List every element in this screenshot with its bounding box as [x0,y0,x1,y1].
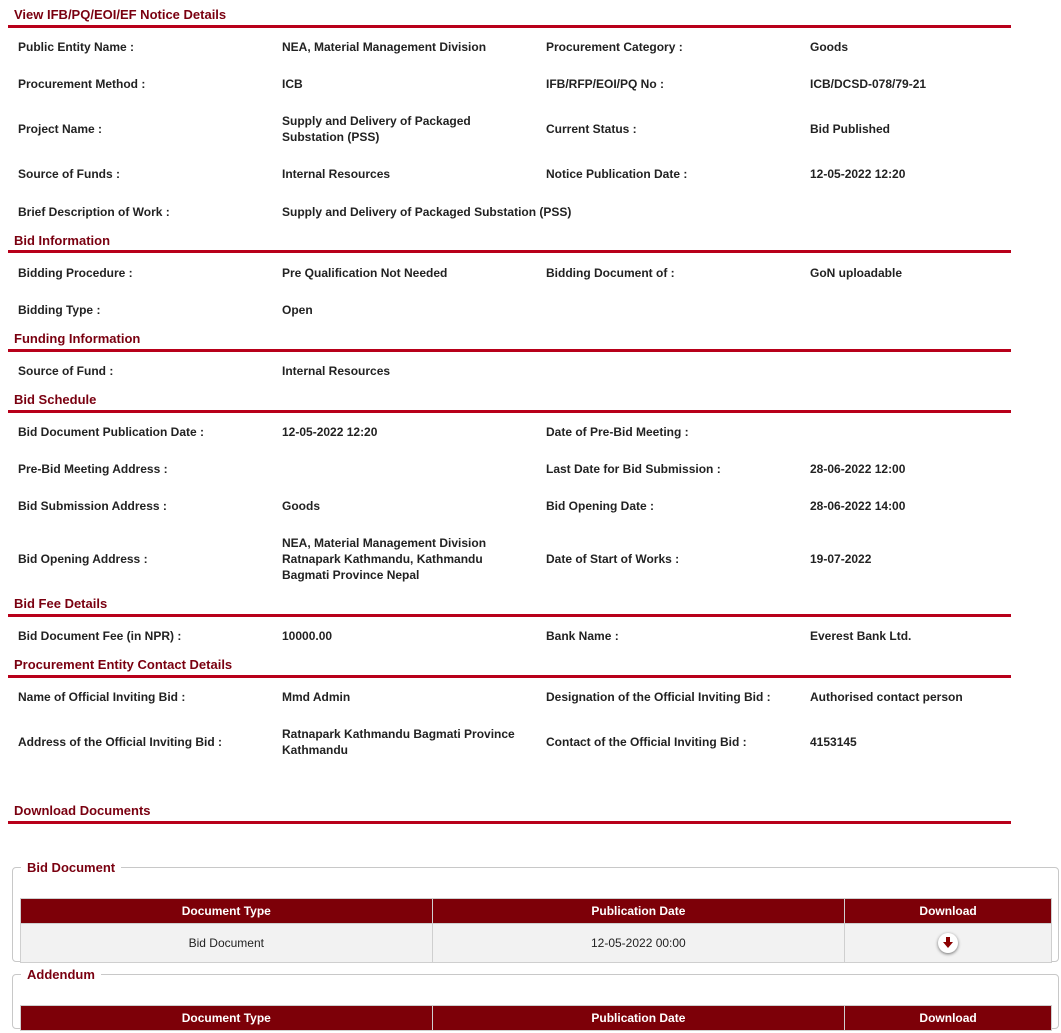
download-cell [845,924,1052,963]
procurement-method-value: ICB [282,77,303,91]
download-arrow-glyph [943,937,953,949]
source-of-fund-label: Source of Fund : [18,364,114,378]
bid-submission-address-value: Goods [282,499,320,513]
official-contact-value: 4153145 [810,735,857,749]
bid-opening-date-label: Bid Opening Date : [546,499,654,513]
publication-date-header: Publication Date [432,899,845,924]
official-name-label: Name of Official Inviting Bid : [18,690,186,704]
ifb-number-value: ICB/DCSD-078/79-21 [810,77,927,91]
bank-name-value: Everest Bank Ltd. [810,629,912,643]
bid-opening-date-value: 28-06-2022 14:00 [810,499,906,513]
publication-date-cell: 12-05-2022 00:00 [432,924,845,963]
pre-bid-meeting-date-label: Date of Pre-Bid Meeting : [546,425,689,439]
table-row [21,924,1052,963]
publication-date-header: Publication Date [432,1006,845,1031]
current-status-value: Bid Published [810,122,891,136]
bidding-procedure-label: Bidding Procedure : [18,266,133,280]
brief-description-label: Brief Description of Work : [18,205,170,219]
table-header-row [21,899,1052,924]
official-designation-label: Designation of the Official Inviting Bid : [546,690,771,704]
official-address-label: Address of the Official Inviting Bid : [18,735,223,749]
bid-submission-address-label: Bid Submission Address : [18,499,167,513]
notice-section-title: View IFB/PQ/EOI/EF Notice Details [14,7,227,22]
download-header: Download [845,1006,1052,1031]
bid-document-legend: Bid Document [27,860,116,875]
notice-publication-date-label: Notice Publication Date : [546,167,688,181]
addendum-table [20,1005,1052,1031]
bid-opening-address-label: Bid Opening Address : [18,552,148,566]
bid-fee-title: Bid Fee Details [14,596,108,611]
addendum-fieldset [12,967,1059,1029]
official-address-value: Ratnapark Kathmandu Bagmati Province Kathmandu [282,727,515,757]
last-submission-date-label: Last Date for Bid Submission : [546,462,721,476]
contact-details-title: Procurement Entity Contact Details [14,657,233,672]
document-type-header: Document Type [21,1006,433,1031]
bidding-document-value: GoN uploadable [810,266,903,280]
bidding-type-value: Open [282,303,313,317]
current-status-label: Current Status : [546,122,637,136]
project-name-value: Supply and Delivery of Packaged Substation (PSS) [282,114,471,144]
bid-doc-publication-date-value: 12-05-2022 12:20 [282,425,378,439]
bid-document-table [20,898,1052,963]
section-divider [8,250,1011,253]
document-type-cell: Bid Document [21,924,433,963]
bid-document-fieldset [12,860,1059,962]
bid-schedule-title: Bid Schedule [14,392,97,407]
official-designation-value: Authorised contact person [810,690,963,704]
public-entity-value: NEA, Material Management Division [282,40,487,54]
bidding-document-label: Bidding Document of : [546,266,675,280]
section-divider [8,410,1011,413]
download-arrow-icon[interactable] [938,933,958,953]
project-name-label: Project Name : [18,122,103,136]
bid-doc-publication-date-label: Bid Document Publication Date : [18,425,205,439]
brief-description-value: Supply and Delivery of Packaged Substation (PSS) [282,205,572,219]
bid-information-title: Bid Information [14,233,111,248]
download-documents-title: Download Documents [14,803,151,818]
bidding-procedure-value: Pre Qualification Not Needed [282,266,448,280]
section-divider [8,25,1011,28]
start-of-works-label: Date of Start of Works : [546,552,680,566]
start-of-works-value: 19-07-2022 [810,552,872,566]
source-of-fund-value: Internal Resources [282,364,391,378]
funding-information-title: Funding Information [14,331,141,346]
section-divider [8,349,1011,352]
source-of-funds-label: Source of Funds : [18,167,120,181]
bidding-type-label: Bidding Type : [18,303,101,317]
official-name-value: Mmd Admin [282,690,351,704]
pre-bid-meeting-address-label: Pre-Bid Meeting Address : [18,462,168,476]
source-of-funds-value: Internal Resources [282,167,391,181]
section-divider [8,614,1011,617]
public-entity-label: Public Entity Name : [18,40,135,54]
bid-opening-address-value: NEA, Material Management Division Ratnapark Kathmandu, Kathmandu Bagmati Province Nepal [282,536,487,582]
bank-name-label: Bank Name : [546,629,619,643]
section-divider [8,821,1011,824]
notice-publication-date-value: 12-05-2022 12:20 [810,167,906,181]
procurement-category-label: Procurement Category : [546,40,683,54]
download-header: Download [845,899,1052,924]
addendum-legend: Addendum [27,967,95,982]
ifb-number-label: IFB/RFP/EOI/PQ No : [546,77,665,91]
bid-doc-fee-label: Bid Document Fee (in NPR) : [18,629,182,643]
table-header-row [21,1006,1052,1031]
procurement-method-label: Procurement Method : [18,77,146,91]
last-submission-date-value: 28-06-2022 12:00 [810,462,906,476]
procurement-category-value: Goods [810,40,848,54]
official-contact-label: Contact of the Official Inviting Bid : [546,735,747,749]
document-type-header: Document Type [21,899,433,924]
section-divider [8,675,1011,678]
bid-doc-fee-value: 10000.00 [282,629,333,643]
